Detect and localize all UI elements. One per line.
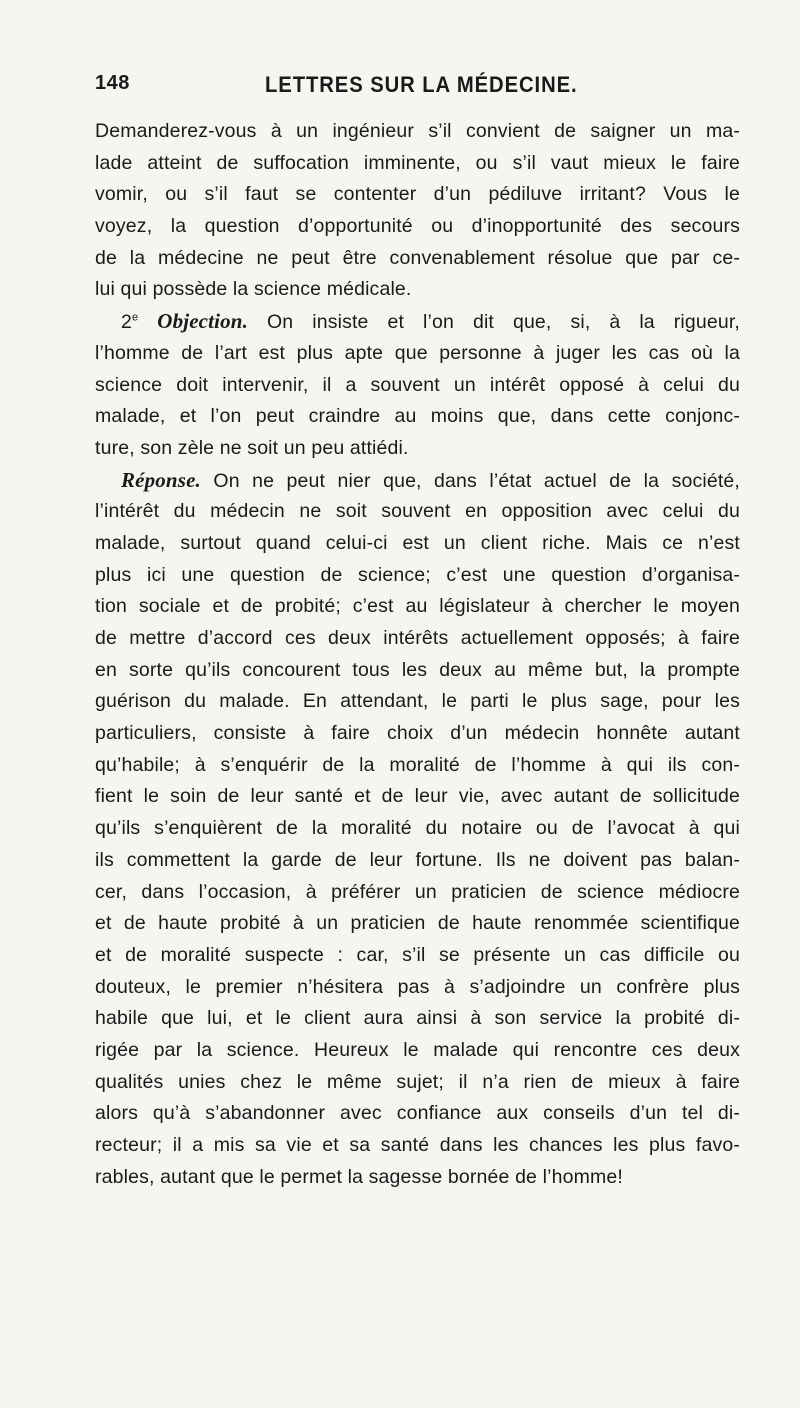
text-line: guérison du malade. En attendant, le parti le plus sage, pour les (95, 690, 740, 713)
reponse-label: Réponse. (121, 467, 201, 492)
body-text (95, 116, 740, 1193)
text-line: rigée par la science. Heureux le malade qui rencontre ces deux (95, 1038, 740, 1061)
text-line: qualités unies chez le même sujet; il n’a rien de mieux à faire (95, 1070, 740, 1093)
text-line: plus ici une question de science; c’est une question d’organisa- (95, 563, 740, 586)
text-line: qu’habile; à s’enquérir de la moralité de l’homme à qui ils con- (95, 753, 740, 776)
text-line: qu’ils s’enquièrent de la moralité du notaire ou de l’avocat à qui (95, 817, 740, 840)
running-header (95, 66, 735, 106)
text-line: cer, dans l’occasion, à préférer un praticien de science médiocre (95, 880, 740, 903)
text-line: lade atteint de suffocation imminente, ou s’il vaut mieux le faire (95, 151, 740, 174)
text-line: lui qui possède la science médicale. (95, 278, 412, 301)
text-line: vomir, ou s’il faut se contenter d’un pédiluve irritant? Vous le (95, 183, 740, 206)
text-line: malade, surtout quand celui-ci est un client riche. Mais ce n’est (95, 531, 740, 554)
reponse-line (95, 465, 740, 497)
reponse-text: On ne peut nier que, dans l’état actuel de la société, (200, 469, 740, 492)
objection-line (95, 306, 740, 338)
objection-number: 2 (121, 311, 132, 334)
text-line: rables, autant que le permet la sagesse bornée de l’homme! (95, 1165, 623, 1188)
text-line: recteur; il a mis sa vie et sa santé dans les chances les plus favo- (95, 1134, 740, 1156)
text-line: alors qu’à s’abandonner avec confiance aux conseils d’un tel di- (95, 1102, 740, 1125)
text-line: et de haute probité à un praticien de haute renommée scientifique (95, 912, 740, 935)
text-line: en sorte qu’ils concourent tous les deux au même but, la prompte (95, 658, 740, 681)
page-number: 148 (95, 72, 130, 94)
objection-text: On insiste et l’on dit que, si, à la rigueur, (248, 311, 740, 334)
text-line: voyez, la question d’opportunité ou d’inopportunité des secours (95, 215, 740, 238)
text-line: science doit intervenir, il a souvent un intérêt opposé à celui du (95, 373, 740, 396)
text-line: de la médecine ne peut être convenablement résolue que par ce- (95, 246, 740, 269)
text-line: Demanderez-vous à un ingénieur s’il convient de saigner un ma- (95, 120, 740, 142)
text-line: ils commettent la garde de leur fortune. Ils ne doivent pas balan- (95, 848, 740, 871)
text-line: fient le soin de leur santé et de leur vie, avec autant de sollicitude (95, 785, 740, 808)
text-line: habile que lui, et le client aura ainsi à son service la probité di- (95, 1007, 740, 1030)
objection-label: Objection. (157, 309, 248, 334)
text-line: particuliers, consiste à faire choix d’un médecin honnête autant (95, 722, 740, 745)
text-line: malade, et l’on peut craindre au moins que, dans cette conjonc- (95, 405, 740, 428)
text-line: tion sociale et de probité; c’est au législateur à chercher le moyen (95, 595, 740, 618)
running-title: LETTRES SUR LA MÉDECINE. (265, 72, 578, 97)
text-line: et de moralité suspecte : car, s’il se présente un cas difficile ou (95, 943, 740, 966)
text-line: douteux, le premier n’hésitera pas à s’adjoindre un confrère plus (95, 975, 740, 998)
text-line: ture, son zèle ne soit un peu attiédi. (95, 436, 409, 459)
objection-ordinal: e (132, 311, 139, 324)
text-line: l’homme de l’art est plus apte que personne à juger les cas où la (95, 341, 740, 364)
text-line: de mettre d’accord ces deux intérêts actuellement opposés; à faire (95, 627, 740, 649)
text-line: l’intérêt du médecin ne soit souvent en opposition avec celui du (95, 500, 740, 523)
